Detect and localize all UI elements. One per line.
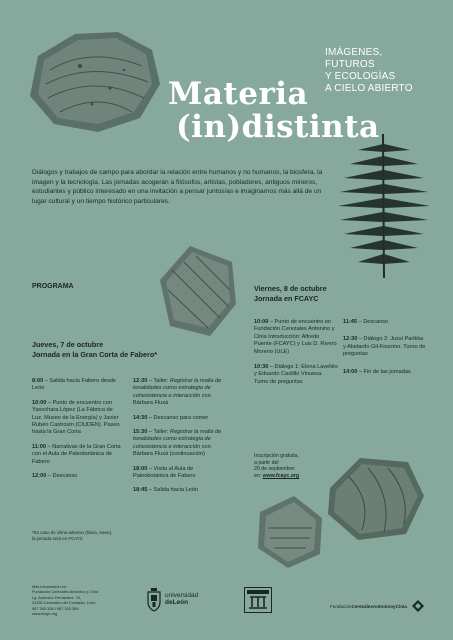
- schedule-text: – Descanso para comer: [147, 414, 209, 421]
- schedule-item: [133, 429, 225, 459]
- friday-col-1: [254, 319, 338, 393]
- schedule-text: con Bárbara Fluxá: [133, 392, 211, 407]
- schedule-item: [133, 415, 225, 422]
- schedule-time: 10:00: [254, 319, 269, 325]
- schedule-text: – Diálogo 1: Elena Lavellés y Eduardo Castillo Vinuesa. Turno de preguntas: [254, 364, 338, 385]
- title-line-2: (in)distinta: [176, 109, 380, 145]
- schedule-item: [32, 400, 122, 437]
- footer-line: Más información en:: [32, 584, 68, 589]
- fossil-stone-middle-right-image: [250, 492, 328, 572]
- friday-date: Viernes, 8 de octubre: [254, 284, 327, 293]
- schedule-text: – Taller:: [147, 378, 170, 384]
- intro-paragraph: Diálogos y trabajos de campo para abordar la relación entre humanos y no humanos, la biosfera, la imagen y la tecnología. Las jornadas acogerán a filósofos, artistas, pobladores, antiguos mineros, estudiantes y público interesado en una invitación a pensar juntos/as e imaginarnos más allá de un lugar cultural y un tiempo histórico particulares.: [32, 169, 323, 205]
- workshop-title: Registrar la malla de tonalidades como estrategia de cohesistencia e interacción: [133, 378, 222, 399]
- footer-line: Fundación Cerezales Antonino y Cinia: [32, 589, 98, 595]
- friday-heading: [254, 284, 327, 304]
- registration-line: a partir del: [254, 459, 279, 466]
- schedule-time: 14:30: [133, 414, 148, 421]
- registration-line: Inscripción gratuita,: [254, 453, 299, 459]
- schedule-text: – Diálogo 2: Jussi Parikka y Abelardo Gil-Fournier. Turno de preguntas: [343, 336, 426, 358]
- thursday-date: Jueves, 7 de octubre: [32, 340, 104, 349]
- page-title: [168, 78, 380, 144]
- schedule-item: [254, 364, 338, 386]
- fossil-stone-top-left-image: [20, 26, 165, 138]
- schedule-item: [32, 444, 122, 466]
- schedule-time: 10:00: [32, 399, 47, 406]
- thursday-col-1: [32, 378, 122, 487]
- title-line-1: Materia: [168, 76, 309, 112]
- institution-seal-logo: [244, 587, 272, 613]
- schedule-item: [343, 319, 427, 326]
- footer-line: 24150 Cerezales del Condado, León.: [32, 600, 97, 606]
- schedule-text: – Narrativas de la Gran Corta con el Aula de Paleobotánica de Fabero: [32, 443, 121, 465]
- fossil-stone-bottom-left-image: [322, 452, 428, 544]
- schedule-item: [343, 369, 427, 376]
- subtitle-line: A CIELO ABIERTO: [325, 83, 413, 94]
- workshop-title: Registrar la malla de tonalidades como estrategia de cohesistencia e interacción: [133, 429, 222, 450]
- fundacion-name: CerezalesAntoninoyCinia: [351, 604, 407, 609]
- registration-line: [254, 473, 326, 480]
- schedule-text: – Punto de encuentro con Yasochara López (La Fábrica de Luz. Museo de la Energía) y Javier Rubén Castrosín (CIUDEN). Paseo hasta la Gran Corta: [32, 399, 120, 436]
- schedule-text: – Descanso: [46, 473, 78, 480]
- registration-info: [254, 453, 326, 479]
- thursday-location: Jornada en la Gran Corta de Fabero*: [32, 350, 158, 359]
- schedule-time: 10:30: [254, 364, 269, 371]
- footer-line: 987 343 336 / 987 343 389: [32, 605, 79, 611]
- schedule-time: 11:45: [343, 319, 357, 325]
- schedule-time: 18:00: [133, 465, 148, 472]
- registration-link[interactable]: www.fcayc.org: [262, 472, 300, 479]
- schedule-time: 15:30: [133, 429, 148, 436]
- schedule-item: [32, 378, 122, 393]
- subtitle-line: FUTUROS: [325, 59, 375, 70]
- schedule-item: [133, 487, 225, 494]
- university-crest-logo: [147, 588, 161, 612]
- fern-fossil-image: [328, 130, 438, 280]
- schedule-item: [343, 336, 427, 358]
- footer-link[interactable]: www.fcayc.org: [32, 611, 58, 617]
- schedule-item: [254, 319, 338, 356]
- footer-contact: [32, 584, 112, 616]
- schedule-time: 12:00: [32, 473, 47, 480]
- university-logo-text: [165, 592, 198, 606]
- schedule-item: [133, 466, 225, 481]
- schedule-time: 18:45: [133, 487, 148, 494]
- schedule-text: – Taller:: [147, 429, 170, 436]
- schedule-text: – Visita al Aula de Paleobotánica de Fabero: [133, 465, 196, 480]
- fundacion-logo-text: [330, 604, 407, 610]
- fundacion-pre: Fundación: [330, 604, 352, 609]
- schedule-text: – Descanso: [357, 319, 389, 325]
- schedule-item: [133, 378, 225, 408]
- fossil-stone-center-image: [150, 240, 242, 340]
- friday-location: Jornada en FCAYC: [254, 294, 319, 303]
- registration-line: 20 de septiembre:: [254, 466, 296, 473]
- footer-line: Lg. Antonino Fernández, 78,: [32, 594, 81, 600]
- registration-prefix: en:: [254, 472, 263, 479]
- schedule-text: – Salida hacia León: [147, 487, 199, 494]
- schedule-time: 8:00: [32, 378, 44, 384]
- university-name-line1: universidad: [165, 592, 199, 599]
- schedule-text: con Bárbara Fluxá (continuación): [133, 443, 211, 458]
- schedule-time: 14:00: [343, 368, 358, 375]
- thursday-col-2: [133, 378, 225, 502]
- fundacion-diamond-icon: [412, 600, 424, 612]
- subtitle-line: Y ECOLOGÍAS: [325, 71, 396, 82]
- schedule-text: – Fin de las jornadas: [357, 368, 411, 375]
- friday-col-2: [343, 319, 427, 383]
- subtitle-line: IMÁGENES,: [325, 47, 383, 58]
- thursday-heading: [32, 340, 157, 360]
- university-name-line2: deLeón: [165, 599, 189, 606]
- programa-label: PROGRAMA: [32, 283, 74, 290]
- schedule-time: 12:30: [133, 378, 148, 384]
- schedule-item: [32, 473, 122, 480]
- schedule-text: – Punto de encuentro en Fundación Cerezales Antonino y Cinia Introducción: Alfredo Puente (FCAYC) y Luis D. Rivero Moreno (ULE): [254, 319, 337, 355]
- schedule-time: 11:00: [32, 443, 46, 450]
- schedule-time: 12:30: [343, 336, 358, 343]
- schedule-text: – Salida hacia Fabero desde León: [32, 378, 116, 392]
- weather-note: *En caso de clima adverso (lluvia, nieve), la jornada será en FCAYC: [32, 530, 113, 541]
